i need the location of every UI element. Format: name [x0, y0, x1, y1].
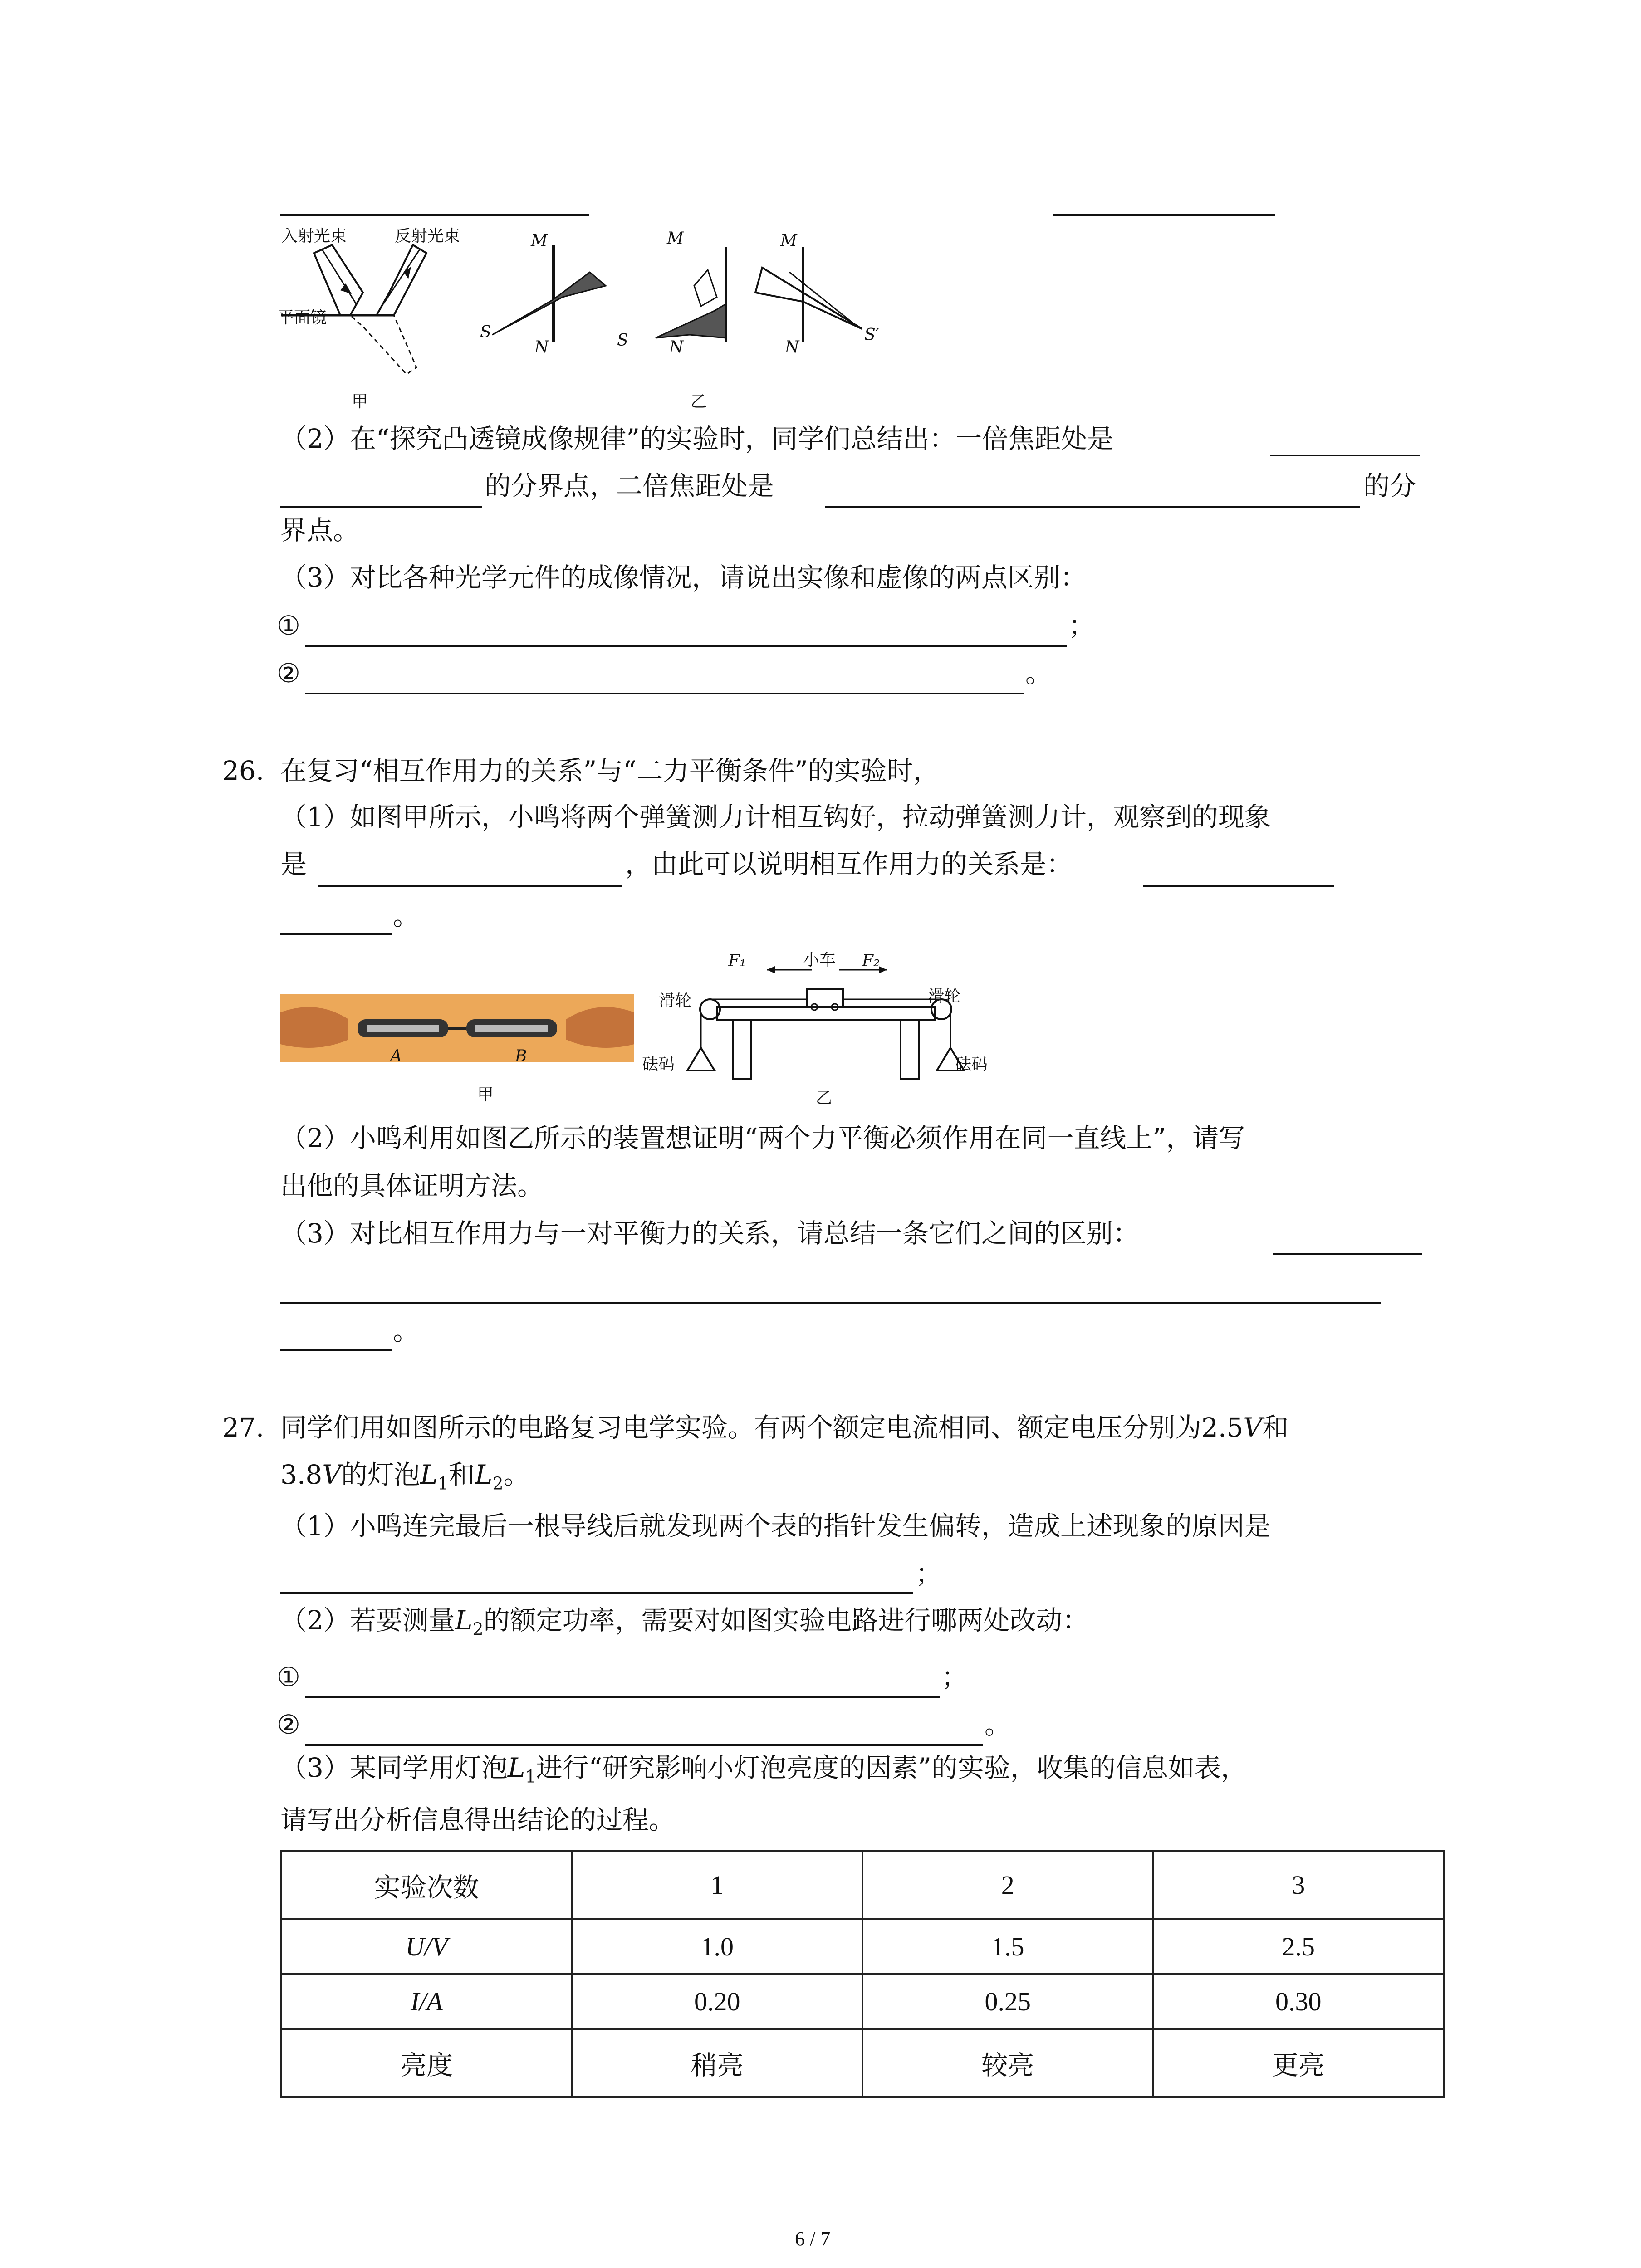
table-cell: 2.5 [1153, 1919, 1444, 1974]
q27-part2-text: 的额定功率，需要对如图实验电路进行哪两处改动： [483, 1605, 1089, 1636]
q26-part1-line2b: ，由此可以说明相互作用力的关系是： [625, 849, 1073, 880]
answer-blank[interactable] [305, 645, 1067, 647]
figure-light-reflection [272, 218, 907, 408]
q26-part2-line1: （2）小鸣利用如图乙所示的装置想证明“两个力平衡必须作用在同一直线上”，请写 [280, 1123, 1245, 1154]
plane-mirror-image-1 [492, 245, 606, 342]
plane-mirror-image-2 [656, 247, 726, 342]
q27-stem-text: 。 [503, 1459, 530, 1490]
label-incident-beam: 入射光束 [281, 227, 347, 245]
table-row [281, 1974, 1444, 2029]
table-cell: 0.25 [862, 1974, 1153, 2029]
label-N: N [534, 338, 549, 357]
label-weight-right: 砝码 [955, 1055, 988, 1074]
punctuation: 。 [393, 1315, 420, 1346]
question-number: 27. [222, 1412, 265, 1443]
label-cart: 小车 [803, 951, 836, 969]
q27-stem-text: 3.8 [280, 1459, 323, 1490]
label-pulley-left: 滑轮 [659, 992, 692, 1010]
choice-marker-2: ② [277, 658, 300, 689]
answer-blank[interactable] [1143, 885, 1334, 887]
spring-scales-svg [280, 994, 634, 1062]
q25-part2-line2b: 的分 [1363, 470, 1416, 501]
table-row [281, 1919, 1444, 1974]
punctuation: 。 [985, 1709, 1011, 1740]
symbol-L: L [420, 1459, 438, 1490]
table-cell: 0.20 [572, 1974, 863, 2029]
symbol-L: L [455, 1605, 473, 1636]
label-M: M [531, 231, 548, 250]
figure-caption-yi: 乙 [691, 392, 707, 411]
question-number: 26. [222, 755, 265, 786]
answer-blank[interactable] [280, 1349, 392, 1351]
unit-V: V [322, 1459, 342, 1490]
label-S-prime: S′ [864, 326, 879, 344]
q27-part2 [280, 1607, 1089, 1638]
table-cell: I/A [281, 1974, 572, 2029]
label-S: S [480, 323, 491, 342]
answer-blank[interactable] [305, 1744, 983, 1746]
label-M: M [667, 229, 684, 248]
label-weight-left: 砝码 [642, 1055, 675, 1074]
table-cell: 0.30 [1153, 1974, 1444, 2029]
answer-blank[interactable] [305, 693, 1024, 694]
q27-stem-line1 [280, 1414, 1288, 1441]
table-cell: 亮度 [281, 2029, 572, 2097]
answer-blank[interactable] [280, 1592, 913, 1594]
q27-part3-text: 进行“研究影响小灯泡亮度的因素”的实验，收集的信息如表， [536, 1752, 1247, 1783]
spring-scales-photo [280, 994, 634, 1062]
table-cell: U/V [281, 1919, 572, 1974]
q27-stem-text: 和 [1262, 1412, 1289, 1443]
q25-part2-line2a: 的分界点，二倍焦距处是 [485, 470, 774, 501]
label-S: S [617, 331, 628, 350]
q26-part2-line2: 出他的具体证明方法。 [280, 1170, 544, 1201]
answer-blank[interactable] [1273, 1253, 1422, 1255]
choice-marker-1: ① [277, 1662, 300, 1692]
punctuation: ； [1068, 610, 1095, 641]
answer-blank[interactable] [1053, 214, 1275, 216]
punctuation: 。 [393, 900, 420, 931]
table-header-cell: 1 [572, 1851, 863, 1919]
table-cell: 1.0 [572, 1919, 863, 1974]
q26-part1-line2a: 是 [280, 849, 307, 880]
choice-marker-2: ② [277, 1709, 300, 1740]
label-N: N [669, 338, 684, 357]
q26-part3: （3）对比相互作用力与一对平衡力的关系，请总结一条它们之间的区别： [280, 1218, 1139, 1249]
q26-part1-line1: （1）如图甲所示，小鸣将两个弹簧测力计相互钩好，拉动弹簧测力计，观察到的现象 [280, 802, 1271, 832]
answer-blank[interactable] [825, 506, 1360, 508]
q27-stem-text: 的灯泡 [341, 1459, 421, 1490]
choice-marker-1: ① [277, 610, 300, 641]
q27-part1: （1）小鸣连完最后一根导线后就发现两个表的指针发生偏转，造成上述现象的原因是 [280, 1510, 1271, 1541]
table-header-cell: 实验次数 [281, 1851, 572, 1919]
table-cell: 更亮 [1153, 2029, 1444, 2097]
symbol-L: L [507, 1752, 525, 1783]
q27-stem-text: 和 [448, 1459, 475, 1490]
table-cell: 较亮 [862, 2029, 1153, 2097]
label-plane-mirror: 平面镜 [278, 308, 327, 327]
figure-caption-jia: 甲 [477, 1085, 494, 1104]
label-F1: F₁ [728, 952, 746, 970]
punctuation: ； [916, 1558, 942, 1589]
table-header-cell: 3 [1153, 1851, 1444, 1919]
table-header-row [281, 1851, 1444, 1919]
punctuation: ； [941, 1662, 968, 1692]
plane-mirror-image-3 [755, 247, 862, 342]
table-cell: 1.5 [862, 1919, 1153, 1974]
q27-stem-line2 [280, 1461, 530, 1492]
unit-V: V [1243, 1412, 1263, 1443]
answer-blank[interactable] [305, 1696, 940, 1698]
answer-blank[interactable] [280, 506, 482, 508]
label-N: N [785, 338, 799, 357]
label-B: B [515, 1047, 527, 1066]
q27-part3-line1 [280, 1752, 1247, 1787]
answer-blank[interactable] [280, 1302, 1381, 1304]
answer-blank[interactable] [280, 214, 589, 216]
q27-part3-line2: 请写出分析信息得出结论的过程。 [280, 1804, 676, 1835]
answer-blank[interactable] [1270, 455, 1420, 456]
label-pulley-right: 滑轮 [928, 987, 961, 1006]
label-reflected-beam: 反射光束 [395, 227, 460, 245]
answer-blank[interactable] [280, 933, 392, 935]
label-A: A [390, 1047, 402, 1066]
label-F2: F₂ [862, 952, 880, 970]
reflection-diagram-svg [272, 218, 907, 408]
page-number: 6 / 7 [795, 2228, 831, 2250]
table-header-cell: 2 [862, 1851, 1153, 1919]
symbol-L: L [475, 1459, 493, 1490]
punctuation: 。 [1025, 658, 1052, 689]
answer-blank[interactable] [318, 885, 622, 887]
subscript-2: 2 [472, 1619, 484, 1639]
subscript-1: 1 [437, 1473, 449, 1494]
label-M: M [780, 231, 797, 250]
subscript-1: 1 [525, 1766, 536, 1787]
q27-stem-text: 同学们用如图所示的电路复习电学实验。有两个额定电流相同、额定电压分别为2.5 [280, 1412, 1244, 1443]
q25-part2-line3: 界点。 [280, 515, 360, 546]
q26-stem: 在复习“相互作用力的关系”与“二力平衡条件”的实验时， [280, 755, 940, 786]
q25-part3: （3）对比各种光学元件的成像情况，请说出实像和虚像的两点区别： [280, 562, 1087, 593]
q27-part3-text: （3）某同学用灯泡 [280, 1752, 508, 1783]
q27-part2-text: （2）若要测量 [280, 1605, 455, 1636]
experiment-data-table [280, 1850, 1445, 2098]
table-cell: 稍亮 [572, 2029, 863, 2097]
figure-caption-yi: 乙 [816, 1089, 833, 1107]
q25-part2-line1: （2）在“探究凸透镜成像规律”的实验时，同学们总结出：一倍焦距处是 [280, 423, 1114, 454]
subscript-2: 2 [492, 1473, 504, 1494]
figure-caption-jia: 甲 [352, 392, 368, 411]
table-row [281, 2029, 1444, 2097]
